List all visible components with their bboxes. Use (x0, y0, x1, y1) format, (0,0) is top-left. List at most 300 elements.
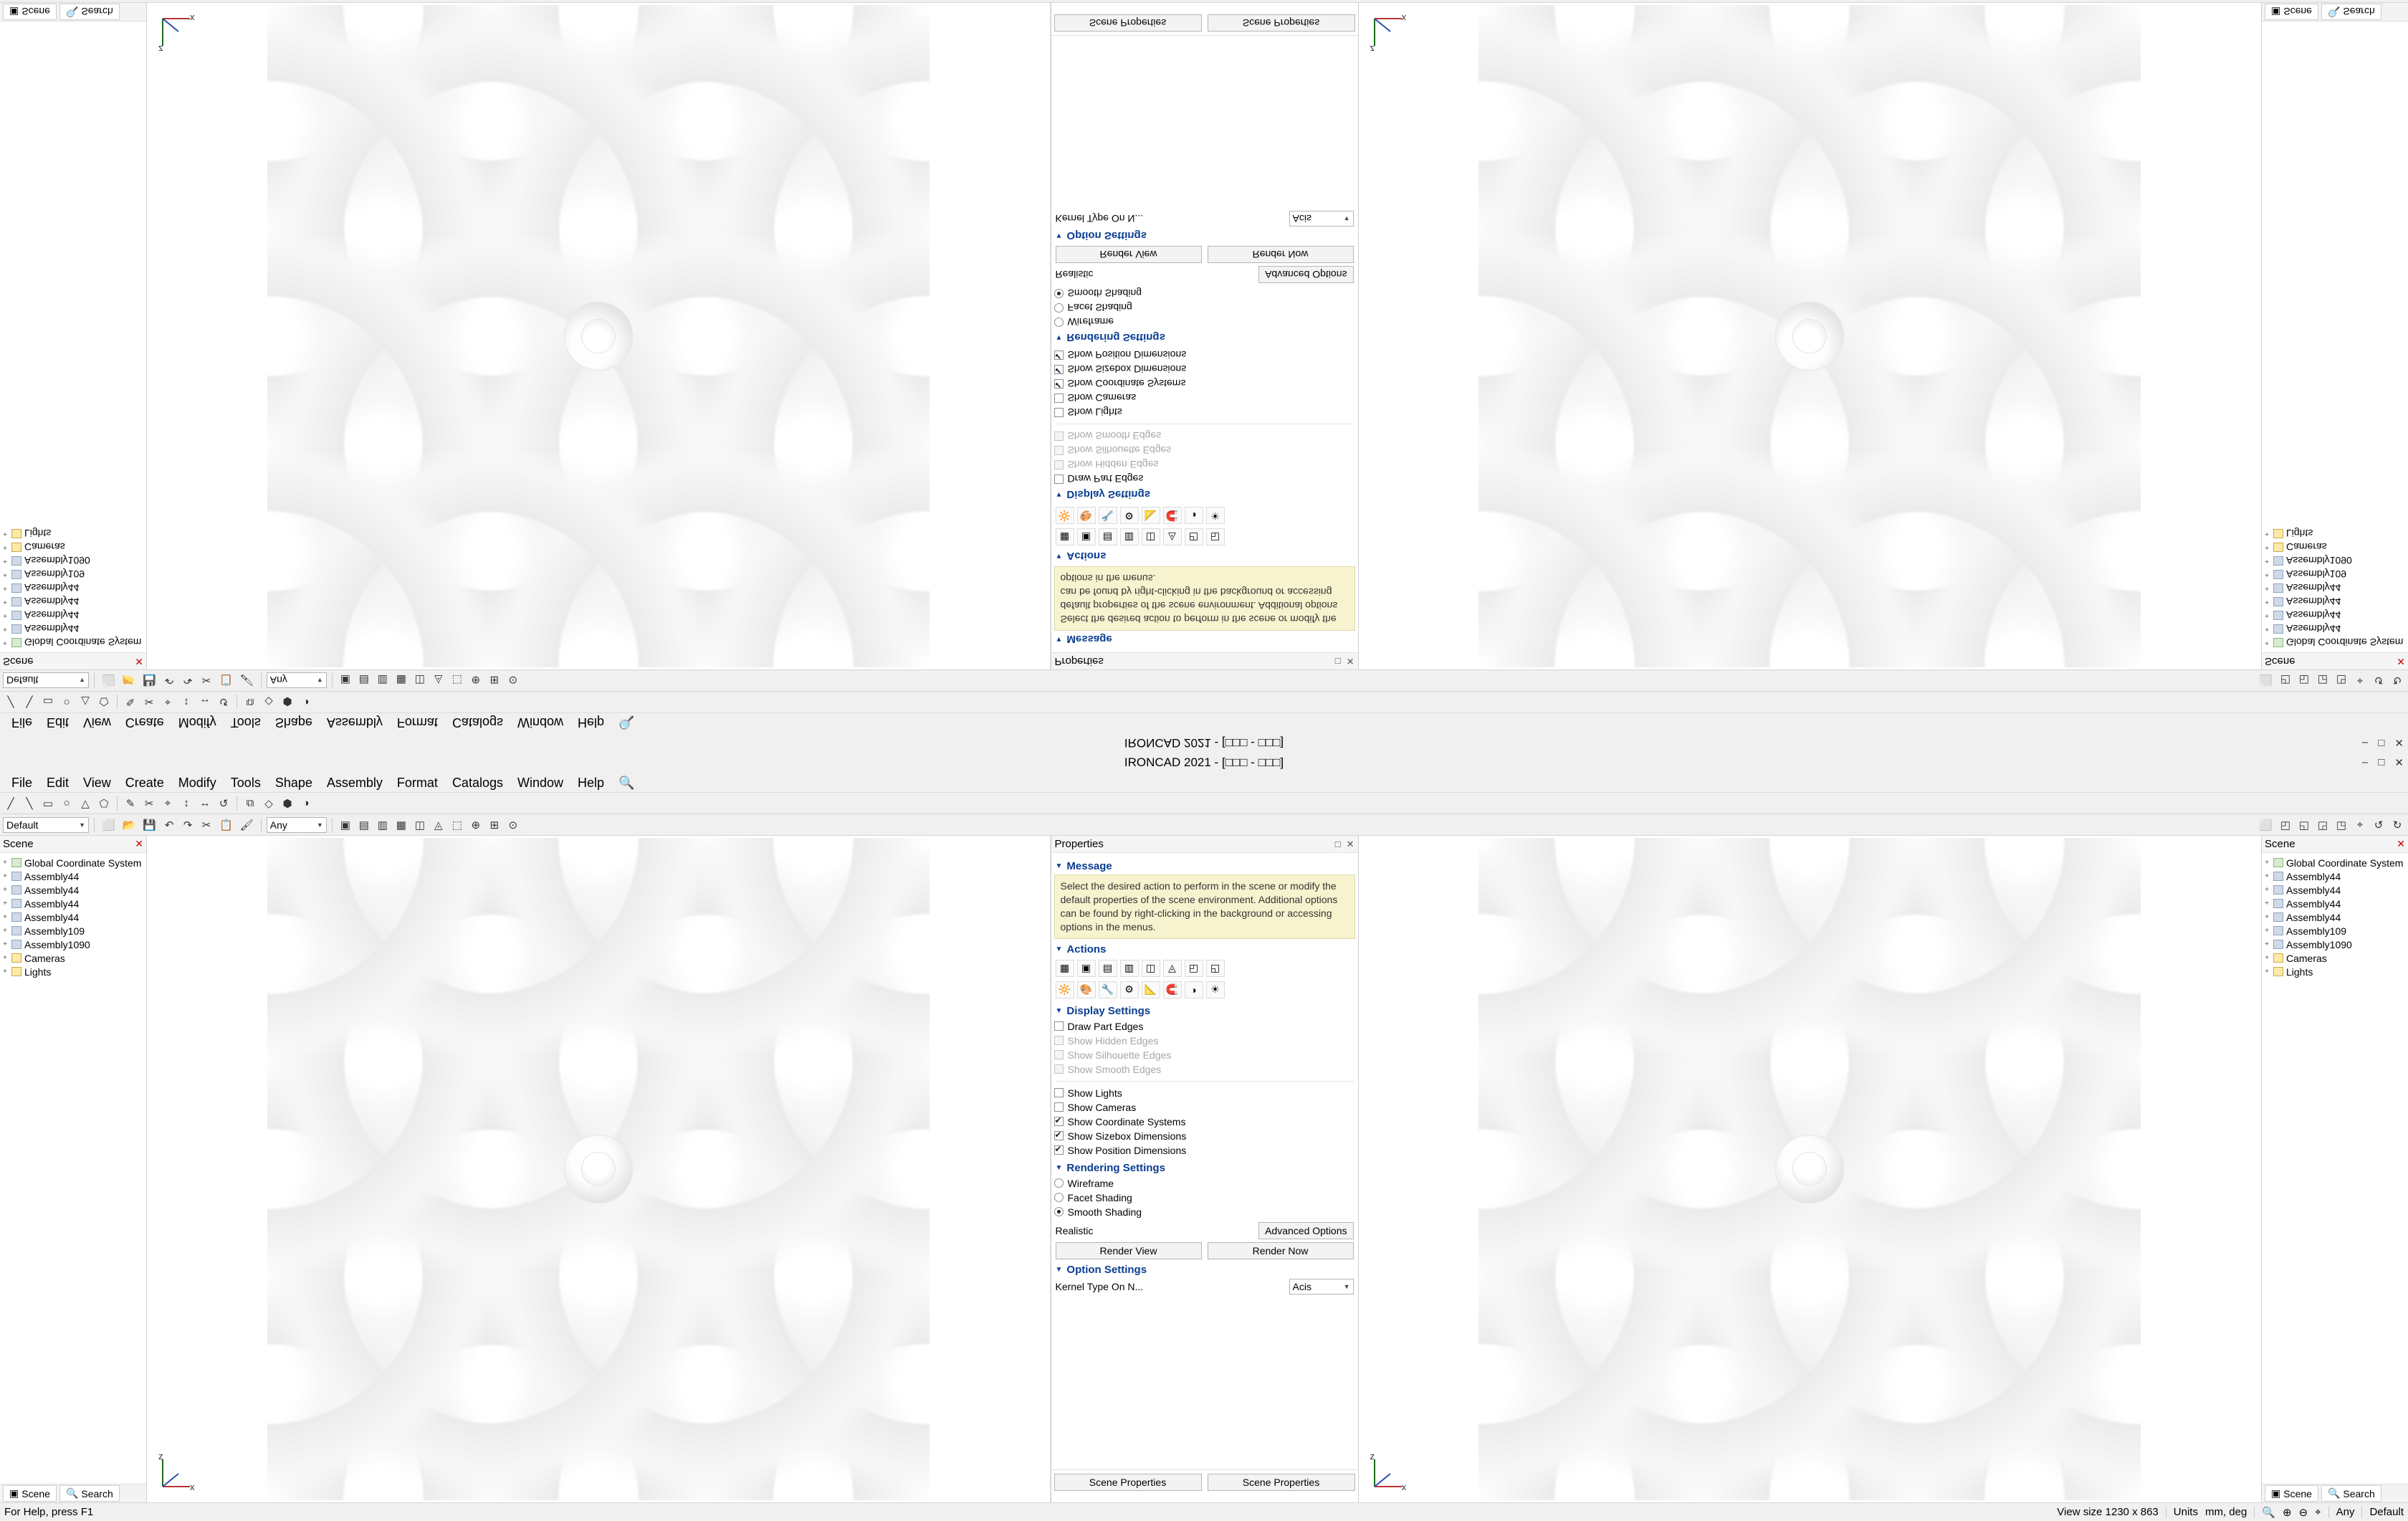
menu-create[interactable]: Create (125, 715, 164, 730)
action-icons-row-2[interactable] (1054, 979, 1355, 1001)
right-icon-4[interactable]: ◲ (2317, 674, 2328, 687)
checkbox-box[interactable] (1054, 379, 1064, 388)
search-icon[interactable]: 🔍 (618, 715, 635, 730)
checkbox-show-position-dimensions[interactable] (1054, 348, 1355, 362)
menu-edit[interactable]: Edit (47, 775, 70, 790)
render-now-button[interactable]: Render Now (1208, 246, 1354, 263)
twisty-icon[interactable]: + (2265, 557, 2269, 565)
redo-icon[interactable]: ↷ (183, 819, 193, 831)
twisty-icon[interactable]: + (2265, 584, 2269, 592)
right-icon-5[interactable]: ◳ (2336, 674, 2347, 687)
scene-browser-left-close[interactable]: ✕ (135, 838, 143, 849)
filter-any-combo[interactable]: Any ▼ (267, 817, 327, 833)
tool-copy-icon[interactable]: ⧉ (246, 696, 254, 708)
tree-item[interactable] (2263, 938, 2407, 951)
action-icon-14[interactable]: 🧲 (1163, 981, 1182, 998)
properties-close-button[interactable]: ✕ (1346, 838, 1354, 849)
menu-format[interactable]: Format (396, 715, 438, 730)
action-icon-2[interactable]: ▣ (1077, 960, 1096, 977)
paste-icon[interactable]: 📋 (219, 819, 233, 831)
right-icon-3[interactable]: ◱ (2298, 819, 2310, 831)
checkbox-show-position-dimensions[interactable] (1054, 1143, 1355, 1158)
twisty-icon[interactable]: + (2265, 913, 2269, 921)
action-icon-14[interactable]: 🧲 (1163, 507, 1182, 524)
tree-item[interactable] (2263, 636, 2407, 649)
scene-tree-right[interactable] (2262, 524, 2408, 652)
action-icon-10[interactable]: 🎨 (1077, 981, 1096, 998)
twisty-icon[interactable]: + (3, 557, 7, 565)
action-icon-8[interactable]: ◱ (1206, 528, 1225, 545)
toolbar-secondary[interactable] (0, 691, 2408, 712)
twisty-icon[interactable]: + (3, 900, 7, 907)
twisty-icon[interactable]: + (3, 913, 7, 921)
undo-icon[interactable]: ↶ (164, 819, 174, 831)
twisty-icon[interactable]: + (2265, 598, 2269, 606)
tool-target-icon[interactable]: ⌖ (164, 696, 171, 708)
radio-wireframe[interactable] (1054, 315, 1355, 329)
checkbox-box[interactable] (1054, 394, 1064, 403)
tree-item[interactable] (1, 951, 145, 965)
status-zoom-icon-1[interactable]: 🔍 (2262, 1506, 2275, 1519)
action-icon-9[interactable]: 🔆 (1056, 507, 1074, 524)
twisty-icon[interactable]: + (2265, 872, 2269, 880)
action-icon-7[interactable]: ◰ (1185, 528, 1203, 545)
tree-item[interactable] (1, 869, 145, 883)
view-icon-3[interactable]: ▥ (377, 819, 388, 831)
properties-footer[interactable] (1051, 3, 1358, 36)
menu-tools[interactable]: Tools (230, 775, 261, 790)
properties-dock-button[interactable]: □ (1334, 656, 1341, 667)
tool-circle-icon[interactable]: ○ (63, 797, 70, 809)
tool-rotate-icon[interactable]: ↺ (219, 797, 229, 810)
menu-shape[interactable]: Shape (274, 775, 312, 790)
viewport-right-canvas[interactable] (1359, 3, 2262, 669)
tool-pencil-icon[interactable]: ✎ (125, 797, 135, 810)
radio-button[interactable] (1054, 318, 1064, 327)
action-icon-16[interactable]: ☀ (1206, 507, 1225, 524)
paste-icon[interactable]: 📋 (219, 674, 233, 687)
tree-item[interactable] (1, 883, 145, 897)
view-icon-5[interactable]: ◫ (414, 674, 425, 687)
cut-icon[interactable]: ✂ (201, 674, 211, 687)
menu-view[interactable]: View (83, 715, 111, 730)
action-icons-row-1[interactable] (1054, 526, 1355, 548)
twisty-icon[interactable]: + (2265, 886, 2269, 894)
menu-file[interactable]: File (11, 775, 33, 790)
tree-item[interactable] (2263, 554, 2407, 568)
right-icon-6[interactable]: ⌖ (2356, 819, 2364, 831)
checkbox-box[interactable] (1054, 1021, 1064, 1031)
tool-trim-icon[interactable]: ✂ (144, 695, 154, 708)
checkbox-show-sizebox-dimensions[interactable] (1054, 362, 1355, 376)
right-icon-3[interactable]: ◱ (2298, 674, 2310, 687)
twisty-icon[interactable]: + (2265, 900, 2269, 907)
twisty-icon[interactable]: + (2265, 859, 2269, 867)
tree-item[interactable] (1, 568, 145, 581)
tree-item[interactable] (2263, 856, 2407, 869)
view-icon-4[interactable]: ▦ (396, 674, 406, 687)
tool-hex-icon[interactable]: ⬢ (282, 797, 292, 810)
twisty-icon[interactable]: + (3, 886, 7, 894)
view-icon-1[interactable]: ▣ (340, 674, 350, 687)
scene-browser-left-tabs[interactable] (0, 3, 146, 22)
menu-shape[interactable]: Shape (274, 715, 312, 730)
radio-button[interactable] (1054, 1178, 1064, 1188)
tree-item[interactable] (1, 636, 145, 649)
section-actions[interactable] (1056, 550, 1355, 562)
twisty-icon[interactable]: + (3, 872, 7, 880)
checkbox-box[interactable] (1054, 365, 1064, 374)
undo-icon[interactable]: ↶ (164, 674, 174, 687)
menu-assembly[interactable]: Assembly (326, 715, 383, 730)
twisty-icon[interactable]: + (3, 598, 7, 606)
view-icon-1[interactable]: ▣ (340, 819, 350, 831)
redo-icon[interactable]: ↷ (183, 674, 193, 687)
view-icon-2[interactable]: ▤ (358, 819, 369, 831)
tree-item[interactable] (1, 609, 145, 622)
twisty-icon[interactable]: + (3, 611, 7, 619)
view-icon-9[interactable]: ⊞ (489, 819, 500, 831)
section-display-settings[interactable] (1056, 488, 1355, 500)
checkbox-box[interactable] (1054, 1088, 1064, 1097)
section-rendering-settings[interactable] (1056, 1162, 1355, 1174)
tree-item[interactable] (1, 622, 145, 636)
menu-catalogs[interactable]: Catalogs (452, 775, 503, 790)
twisty-icon[interactable]: + (2265, 927, 2269, 935)
radio-button[interactable] (1054, 1193, 1064, 1202)
status-zoom-icon-2[interactable]: ⊕ (2283, 1506, 2292, 1519)
window-buttons[interactable] (2362, 736, 2404, 749)
right-icon-8[interactable]: ↻ (2392, 674, 2402, 687)
tool-shade-icon[interactable]: ◑ (302, 696, 310, 708)
tree-item[interactable] (2263, 540, 2407, 554)
action-icons-row-1[interactable] (1054, 958, 1355, 979)
right-icon-1[interactable]: ⬜ (2259, 819, 2273, 831)
checkbox-draw-part-edges[interactable] (1054, 472, 1355, 486)
right-icon-2[interactable]: ◰ (2280, 819, 2291, 831)
tree-item[interactable] (2263, 595, 2407, 609)
action-icon-1[interactable]: ▦ (1056, 528, 1074, 545)
twisty-icon[interactable]: + (3, 571, 7, 578)
tool-shade-icon[interactable]: ◑ (302, 797, 310, 809)
tree-item[interactable] (2263, 609, 2407, 622)
minimize-button[interactable]: – (2362, 737, 2369, 749)
tab-search[interactable] (2321, 1485, 2381, 1502)
checkbox-show-cameras[interactable] (1054, 1100, 1355, 1115)
scene-browser-right-close[interactable]: ✕ (2397, 656, 2405, 667)
scene-properties-button-2[interactable]: Scene Properties (1208, 14, 1355, 32)
save-icon[interactable]: 💾 (143, 674, 157, 687)
tool-diamond-icon[interactable]: ◇ (264, 695, 273, 708)
viewport-right-canvas[interactable] (1359, 836, 2262, 1502)
maximize-button[interactable]: □ (2378, 756, 2385, 768)
status-any-value[interactable]: Any (2336, 1506, 2355, 1518)
right-icon-6[interactable]: ⌖ (2356, 674, 2364, 687)
advanced-options-button[interactable]: Advanced Options (1258, 1222, 1353, 1239)
properties-header-buttons[interactable] (1335, 656, 1354, 667)
view-icon-10[interactable]: ⊙ (508, 674, 518, 687)
viewport-right[interactable] (1359, 836, 2262, 1502)
tool-pencil-icon[interactable]: ✎ (125, 695, 135, 708)
tab-scene[interactable] (3, 4, 57, 20)
kernel-type-combo[interactable] (1289, 211, 1354, 227)
tool-diamond-icon[interactable]: ◇ (264, 797, 273, 810)
right-icon-7[interactable]: ↺ (2374, 819, 2384, 831)
radio-smooth-shading[interactable] (1054, 1205, 1355, 1219)
tree-item[interactable] (1, 938, 145, 951)
tree-item[interactable] (2263, 568, 2407, 581)
tree-item[interactable] (2263, 897, 2407, 910)
radio-button[interactable] (1054, 1207, 1064, 1216)
new-icon[interactable]: ⬜ (102, 819, 115, 831)
new-icon[interactable]: ⬜ (102, 674, 115, 687)
minimize-button[interactable]: – (2362, 756, 2369, 768)
right-icon-8[interactable]: ↻ (2392, 819, 2402, 831)
style-combo[interactable]: Default ▼ (3, 817, 89, 833)
tool-move-h-icon[interactable]: ↔ (199, 696, 211, 708)
viewport-right[interactable] (1359, 3, 2262, 669)
action-icon-3[interactable]: ▤ (1099, 960, 1117, 977)
action-icon-13[interactable]: 📐 (1142, 507, 1160, 524)
view-icon-5[interactable]: ◫ (414, 819, 425, 831)
tool-hex-icon[interactable]: ⬢ (282, 695, 292, 708)
radio-wireframe[interactable] (1054, 1176, 1355, 1191)
tab-scene[interactable] (2265, 4, 2318, 20)
filter-any-combo[interactable]: Any ▼ (267, 673, 327, 689)
maximize-button[interactable]: □ (2378, 737, 2385, 749)
tool-rotate-icon[interactable]: ↺ (219, 695, 229, 708)
twisty-icon[interactable]: + (2265, 954, 2269, 962)
viewport-left[interactable] (147, 3, 1051, 669)
scene-browser-right-close[interactable]: ✕ (2397, 838, 2405, 849)
menu-bar[interactable] (0, 773, 2408, 793)
twisty-icon[interactable]: + (3, 543, 7, 551)
view-icon-8[interactable]: ⊕ (471, 819, 481, 831)
tool-copy-icon[interactable]: ⧉ (246, 797, 254, 809)
checkbox-show-cameras[interactable] (1054, 391, 1355, 405)
tree-item[interactable] (2263, 581, 2407, 595)
view-icon-2[interactable]: ▤ (358, 674, 369, 687)
tree-item[interactable] (2263, 869, 2407, 883)
twisty-icon[interactable]: + (3, 625, 7, 633)
properties-header-buttons[interactable] (1335, 839, 1354, 850)
tree-item[interactable] (2263, 924, 2407, 938)
view-icon-7[interactable]: ⬚ (452, 819, 462, 831)
save-icon[interactable]: 💾 (143, 819, 157, 831)
twisty-icon[interactable]: + (2265, 625, 2269, 633)
right-icon-1[interactable]: ⬜ (2259, 674, 2273, 687)
menu-view[interactable]: View (83, 775, 111, 790)
action-icon-11[interactable]: 🔧 (1099, 981, 1117, 998)
open-icon[interactable]: 📂 (122, 819, 136, 831)
tool-move-v-icon[interactable]: ↕ (183, 797, 189, 809)
view-icon-4[interactable]: ▦ (396, 819, 406, 831)
tool-polygon-icon[interactable]: ⬠ (99, 797, 109, 810)
checkbox-box[interactable] (1054, 1117, 1064, 1126)
paint-icon[interactable]: 🖌 (239, 819, 254, 831)
tool-line-icon[interactable]: ╱ (7, 797, 14, 810)
twisty-icon[interactable]: + (3, 584, 7, 592)
scene-properties-button-2[interactable]: Scene Properties (1208, 1474, 1355, 1491)
twisty-icon[interactable]: + (2265, 571, 2269, 578)
tree-item[interactable] (1, 581, 145, 595)
toolbar-secondary[interactable] (0, 793, 2408, 814)
right-icon-4[interactable]: ◲ (2317, 819, 2328, 831)
paint-icon[interactable]: 🖌 (239, 674, 254, 687)
tab-scene[interactable] (2265, 1485, 2318, 1502)
action-icon-7[interactable]: ◰ (1185, 960, 1203, 977)
view-icon-9[interactable]: ⊞ (489, 674, 500, 687)
status-zoom-icon-4[interactable]: ⌖ (2315, 1506, 2321, 1518)
action-icon-6[interactable]: ◬ (1163, 528, 1182, 545)
twisty-icon[interactable]: + (3, 639, 7, 647)
tree-item[interactable] (1, 540, 145, 554)
properties-dock-button[interactable]: □ (1334, 838, 1341, 849)
right-icon-2[interactable]: ◰ (2280, 674, 2291, 687)
scene-tree-left[interactable] (0, 524, 146, 652)
twisty-icon[interactable]: + (3, 927, 7, 935)
tab-scene[interactable] (3, 1485, 57, 1502)
twisty-icon[interactable]: + (3, 530, 7, 538)
action-icon-3[interactable]: ▤ (1099, 528, 1117, 545)
menu-help[interactable]: Help (578, 715, 605, 730)
tree-item[interactable] (1, 595, 145, 609)
section-option-settings[interactable] (1056, 1264, 1355, 1276)
tree-item[interactable] (1, 897, 145, 910)
action-icon-12[interactable]: ⚙ (1120, 507, 1139, 524)
menu-modify[interactable]: Modify (178, 715, 216, 730)
menu-file[interactable]: File (11, 715, 33, 730)
action-icon-8[interactable]: ◱ (1206, 960, 1225, 977)
view-icon-6[interactable]: ◬ (434, 674, 443, 687)
action-icon-11[interactable]: 🔧 (1099, 507, 1117, 524)
checkbox-show-lights[interactable] (1054, 1086, 1355, 1100)
action-icon-16[interactable]: ☀ (1206, 981, 1225, 998)
action-icon-5[interactable]: ◫ (1142, 960, 1160, 977)
status-units-value[interactable]: mm, deg (2204, 1506, 2247, 1518)
view-icon-3[interactable]: ▥ (377, 674, 388, 687)
window-buttons[interactable] (2362, 756, 2404, 769)
status-default-value[interactable]: Default (2369, 1506, 2404, 1518)
action-icon-4[interactable]: ▥ (1120, 960, 1139, 977)
tool-line2-icon[interactable]: ╲ (26, 695, 33, 708)
close-button[interactable]: ✕ (2394, 757, 2404, 769)
action-icon-5[interactable]: ◫ (1142, 528, 1160, 545)
checkbox-box[interactable] (1054, 1102, 1064, 1112)
twisty-icon[interactable]: + (2265, 940, 2269, 948)
view-icon-8[interactable]: ⊕ (471, 674, 481, 687)
radio-button[interactable] (1054, 303, 1064, 313)
tool-move-h-icon[interactable]: ↔ (199, 797, 211, 809)
checkbox-box[interactable] (1054, 351, 1064, 360)
tree-item[interactable] (1, 910, 145, 924)
menu-window[interactable]: Window (517, 775, 564, 790)
twisty-icon[interactable]: + (2265, 968, 2269, 976)
twisty-icon[interactable]: + (3, 940, 7, 948)
viewport-left-canvas[interactable] (147, 836, 1050, 1502)
tree-item[interactable] (2263, 951, 2407, 965)
menu-window[interactable]: Window (517, 715, 564, 730)
action-icon-12[interactable]: ⚙ (1120, 981, 1139, 998)
checkbox-box[interactable] (1054, 1131, 1064, 1140)
checkbox-show-sizebox-dimensions[interactable] (1054, 1129, 1355, 1143)
render-view-button[interactable]: Render View (1056, 1242, 1202, 1259)
scene-browser-left-close[interactable]: ✕ (135, 656, 143, 667)
toolbar-main[interactable] (0, 669, 2408, 691)
section-option-settings[interactable] (1056, 229, 1355, 242)
section-rendering-settings[interactable] (1056, 331, 1355, 343)
tree-item[interactable] (2263, 622, 2407, 636)
checkbox-box[interactable] (1054, 408, 1064, 417)
twisty-icon[interactable]: + (2265, 530, 2269, 538)
view-icon-6[interactable]: ◬ (434, 819, 443, 831)
tab-search[interactable] (2321, 4, 2381, 20)
action-icon-10[interactable]: 🎨 (1077, 507, 1096, 524)
view-icon-7[interactable]: ⬚ (452, 674, 462, 687)
section-message[interactable] (1056, 860, 1355, 872)
action-icon-6[interactable]: ◬ (1163, 960, 1182, 977)
tool-circle-icon[interactable]: ○ (63, 696, 70, 708)
tree-item[interactable] (1, 965, 145, 978)
tree-item[interactable] (2263, 910, 2407, 924)
scene-browser-right-tabs[interactable] (2262, 3, 2408, 22)
checkbox-draw-part-edges[interactable] (1054, 1019, 1355, 1034)
radio-facet-shading[interactable] (1054, 300, 1355, 315)
scene-properties-button-1[interactable]: Scene Properties (1054, 1474, 1202, 1491)
menu-create[interactable]: Create (125, 775, 164, 790)
style-combo[interactable]: Default ▼ (3, 673, 89, 689)
scene-properties-button-1[interactable]: Scene Properties (1054, 14, 1202, 32)
tool-line2-icon[interactable]: ╲ (26, 797, 33, 810)
tool-triangle-icon[interactable]: △ (81, 797, 90, 810)
tree-item[interactable] (2263, 965, 2407, 978)
radio-button[interactable] (1054, 289, 1064, 298)
search-icon[interactable]: 🔍 (618, 775, 635, 790)
tree-item[interactable] (2263, 527, 2407, 540)
scene-browser-left-tabs[interactable] (0, 1484, 146, 1502)
twisty-icon[interactable]: + (2265, 639, 2269, 647)
toolbar-main[interactable] (0, 814, 2408, 836)
render-now-button[interactable]: Render Now (1208, 1242, 1354, 1259)
radio-smooth-shading[interactable] (1054, 286, 1355, 300)
menu-catalogs[interactable]: Catalogs (452, 715, 503, 730)
viewport-left-canvas[interactable] (147, 3, 1050, 669)
menu-bar[interactable] (0, 712, 2408, 733)
section-message[interactable] (1056, 633, 1355, 645)
menu-format[interactable]: Format (396, 775, 438, 790)
action-icon-15[interactable]: ◑ (1185, 981, 1203, 998)
twisty-icon[interactable]: + (3, 859, 7, 867)
kernel-type-combo[interactable] (1289, 1279, 1354, 1294)
twisty-icon[interactable]: + (3, 968, 7, 976)
tool-rect-icon[interactable]: ▭ (42, 797, 54, 810)
menu-tools[interactable]: Tools (230, 715, 261, 730)
action-icon-9[interactable]: 🔆 (1056, 981, 1074, 998)
tool-move-v-icon[interactable]: ↕ (183, 696, 189, 708)
menu-edit[interactable]: Edit (47, 715, 70, 730)
cut-icon[interactable]: ✂ (201, 819, 211, 831)
open-icon[interactable]: 📂 (122, 674, 136, 687)
scene-tree-right[interactable] (2262, 853, 2408, 981)
render-view-button[interactable]: Render View (1056, 246, 1202, 263)
properties-footer[interactable] (1051, 1469, 1358, 1502)
tool-triangle-icon[interactable]: △ (81, 695, 90, 708)
section-display-settings[interactable] (1056, 1005, 1355, 1017)
radio-facet-shading[interactable] (1054, 1191, 1355, 1205)
status-zoom-icon-3[interactable]: ⊖ (2298, 1506, 2308, 1519)
tool-rect-icon[interactable]: ▭ (42, 695, 54, 708)
tool-trim-icon[interactable]: ✂ (144, 797, 154, 810)
